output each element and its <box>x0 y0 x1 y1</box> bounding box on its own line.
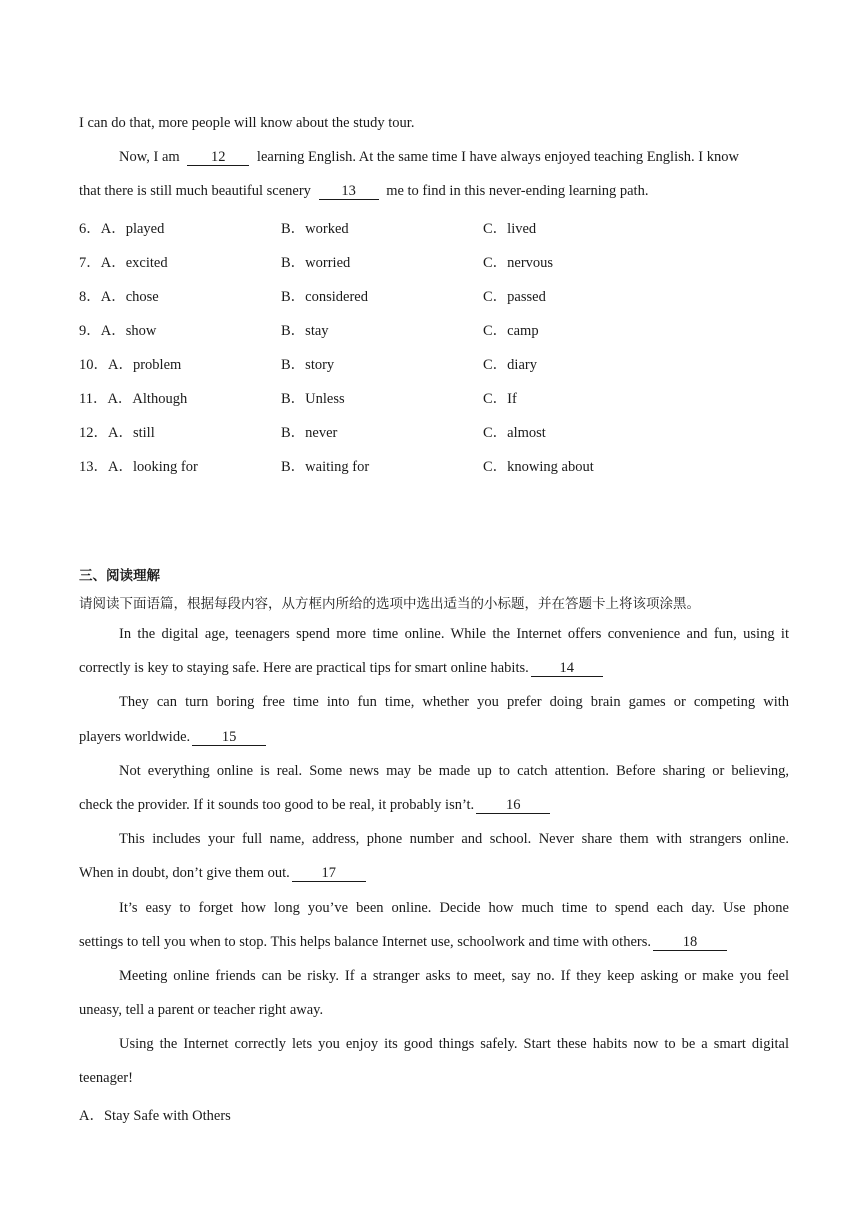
passage-line: I can do that, more people will know about the study tour. <box>79 115 415 131</box>
question-7-option-b[interactable]: B．worried <box>281 255 351 271</box>
section-heading: 三、阅读理解 <box>79 568 160 584</box>
paragraph-2-line-2 <box>79 729 270 746</box>
question-6-option-a[interactable]: 6．A．played <box>79 221 165 237</box>
paragraph-1-line-1: In the digital age, teenagers spend more time online. While the Internet offers convenience and fun, using it <box>119 626 789 642</box>
passage-text: me to find in this never-ending learning path. <box>386 183 649 199</box>
paragraph-4-line-1: This includes your full name, address, phone number and school. Never share them with strangers online. <box>119 831 789 847</box>
paragraph-2-line-1: They can turn boring free time into fun time, whether you prefer doing brain games or competing with <box>119 694 789 710</box>
question-9-option-b[interactable]: B．stay <box>281 323 329 339</box>
question-8-option-c[interactable]: C．passed <box>483 289 546 305</box>
question-7-option-a[interactable]: 7．A．excited <box>79 255 168 271</box>
passage-text: learning English. At the same time I have always enjoyed teaching English. I know <box>256 149 739 165</box>
paragraph-5-line-1: It’s easy to forget how long you’ve been online. Decide how much time to spend each day. Use phone <box>119 900 789 916</box>
question-11-option-c[interactable]: C．If <box>483 391 517 407</box>
blank-14[interactable]: 14 <box>531 661 603 677</box>
question-10-option-b[interactable]: B．story <box>281 357 335 373</box>
paragraph-1-line-2 <box>79 660 607 677</box>
passage-line <box>119 149 739 166</box>
passage-text: Now, I am <box>119 149 180 165</box>
question-11-option-a[interactable]: 11．A．Although <box>79 391 188 407</box>
paragraph-5-line-2 <box>79 934 731 951</box>
question-9-option-c[interactable]: C．camp <box>483 323 539 339</box>
passage-text: check the provider. If it sounds too good to be real, it probably isn’t. <box>79 797 475 813</box>
question-12-option-c[interactable]: C．almost <box>483 425 546 441</box>
passage-text: settings to tell you when to stop. This helps balance Internet use, schoolwork and time with others. <box>79 934 651 950</box>
passage-line <box>79 183 648 200</box>
paragraph-3-line-1: Not everything online is real. Some news may be made up to catch attention. Before sharing or believing, <box>119 763 789 779</box>
paragraph-7-line-2: teenager! <box>79 1070 133 1086</box>
paragraph-6-line-2: uneasy, tell a parent or teacher right away. <box>79 1002 324 1018</box>
passage-text: correctly is key to staying safe. Here are practical tips for smart online habits. <box>79 660 529 676</box>
paragraph-3-line-2 <box>79 797 554 814</box>
question-7-option-c[interactable]: C．nervous <box>483 255 554 271</box>
question-8-option-a[interactable]: 8．A．chose <box>79 289 159 305</box>
question-6-option-c[interactable]: C．lived <box>483 221 537 237</box>
question-12-option-b[interactable]: B．never <box>281 425 338 441</box>
question-13-option-b[interactable]: B．waiting for <box>281 459 370 475</box>
passage-text: that there is still much beautiful scenery <box>79 183 311 199</box>
paragraph-6-line-1: Meeting online friends can be risky. If a stranger asks to meet, say no. If they keep asking or make you feel <box>119 968 789 984</box>
section-instruction: 请阅读下面语篇，根据每段内容，从方框内所给的选项中选出适当的小标题，并在答题卡上将该项涂黑。 <box>79 596 700 612</box>
blank-13[interactable]: 13 <box>319 184 379 200</box>
question-12-option-a[interactable]: 12．A．still <box>79 425 155 441</box>
question-9-option-a[interactable]: 9．A．show <box>79 323 157 339</box>
question-13-option-c[interactable]: C．knowing about <box>483 459 594 475</box>
paragraph-4-line-2 <box>79 865 370 882</box>
question-10-option-c[interactable]: C．diary <box>483 357 537 373</box>
blank-15[interactable]: 15 <box>192 730 266 746</box>
question-13-option-a[interactable]: 13．A．looking for <box>79 459 198 475</box>
passage-text: When in doubt, don’t give them out. <box>79 865 290 881</box>
blank-18[interactable]: 18 <box>653 935 727 951</box>
question-11-option-b[interactable]: B．Unless <box>281 391 345 407</box>
question-8-option-b[interactable]: B．considered <box>281 289 368 305</box>
passage-text: players worldwide. <box>79 729 191 745</box>
heading-option-a[interactable]: A．Stay Safe with Others <box>79 1108 231 1124</box>
paragraph-7-line-1: Using the Internet correctly lets you enjoy its good things safely. Start these habits now to be a smart digital <box>119 1036 789 1052</box>
blank-16[interactable]: 16 <box>476 798 550 814</box>
blank-17[interactable]: 17 <box>292 866 366 882</box>
blank-12[interactable]: 12 <box>187 150 249 166</box>
question-10-option-a[interactable]: 10．A．problem <box>79 357 182 373</box>
question-6-option-b[interactable]: B．worked <box>281 221 349 237</box>
